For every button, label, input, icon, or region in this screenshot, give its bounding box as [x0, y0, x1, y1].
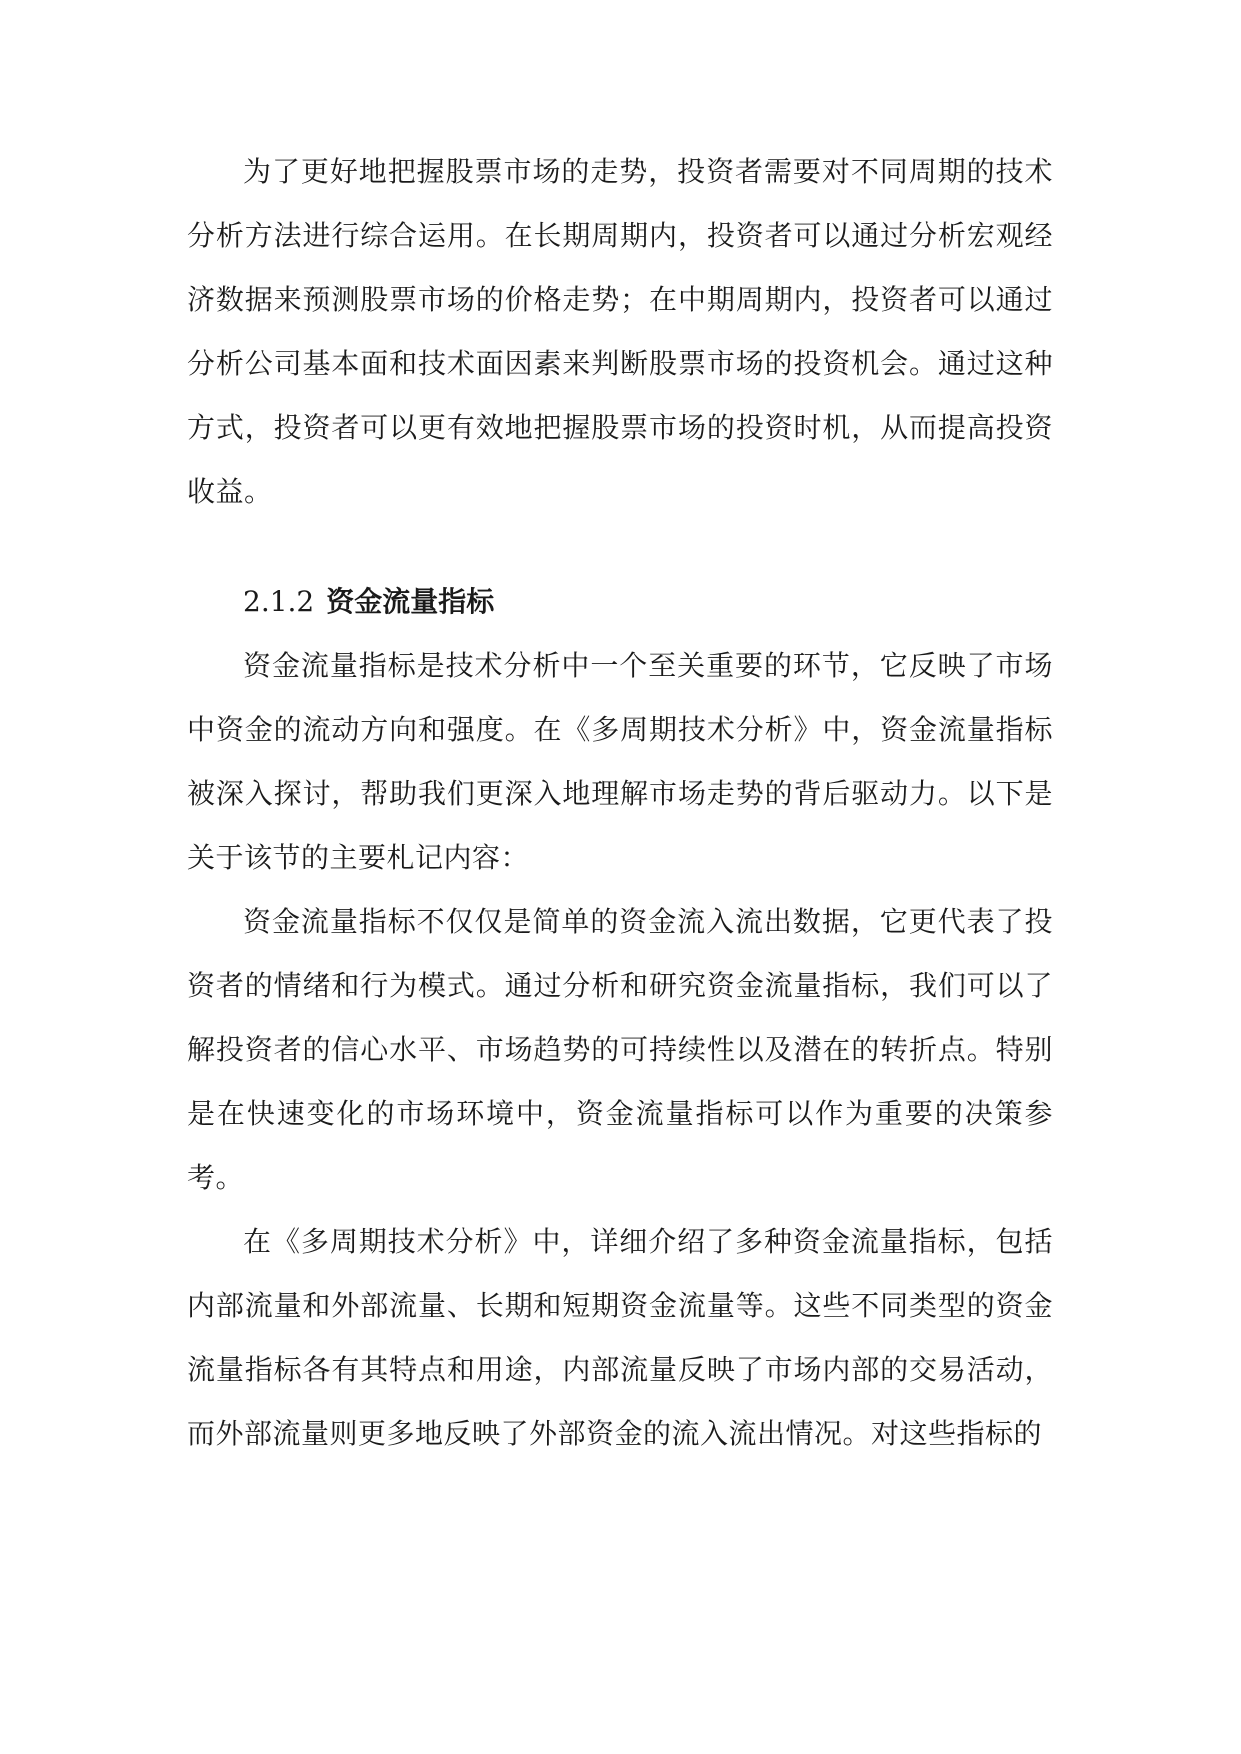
paragraph-3: 在《多周期技术分析》中，详细介绍了多种资金流量指标，包括内部流量和外部流量、长期和短期资金流量等。这些不同类型的资金流量指标各有其特点和用途，内部流量反映了市场内部的交易活动，而外部流量则更多地反映了外部资金的流入流出情况。对这些指标的 — [187, 1225, 1053, 1450]
paragraph-2: 资金流量指标不仅仅是简单的资金流入流出数据，它更代表了投资者的情绪和行为模式。通过分析和研究资金流量指标，我们可以了解投资者的信心水平、市场趋势的可持续性以及潜在的转折点。特别是在快速变化的市场环境中，资金流量指标可以作为重要的决策参考。 — [187, 905, 1053, 1194]
section-heading — [187, 570, 1053, 634]
paragraph-intro: 为了更好地把握股票市场的走势，投资者需要对不同周期的技术分析方法进行综合运用。在长期周期内，投资者可以通过分析宏观经济数据来预测股票市场的价格走势；在中期周期内，投资者可以通过分析公司基本面和技术面因素来判断股票市场的投资机会。通过这种方式，投资者可以更有效地把握股票市场的投资时机，从而提高投资收益。 — [187, 155, 1053, 508]
document-body — [187, 140, 1053, 1466]
section-title: 资金流量指标 — [326, 585, 495, 618]
paragraph-1: 资金流量指标是技术分析中一个至关重要的环节，它反映了市场中资金的流动方向和强度。在《多周期技术分析》中，资金流量指标被深入探讨，帮助我们更深入地理解市场走势的背后驱动力。以下是关于该节的主要札记内容： — [187, 649, 1053, 874]
section-number: 2.1.2 — [243, 585, 315, 618]
